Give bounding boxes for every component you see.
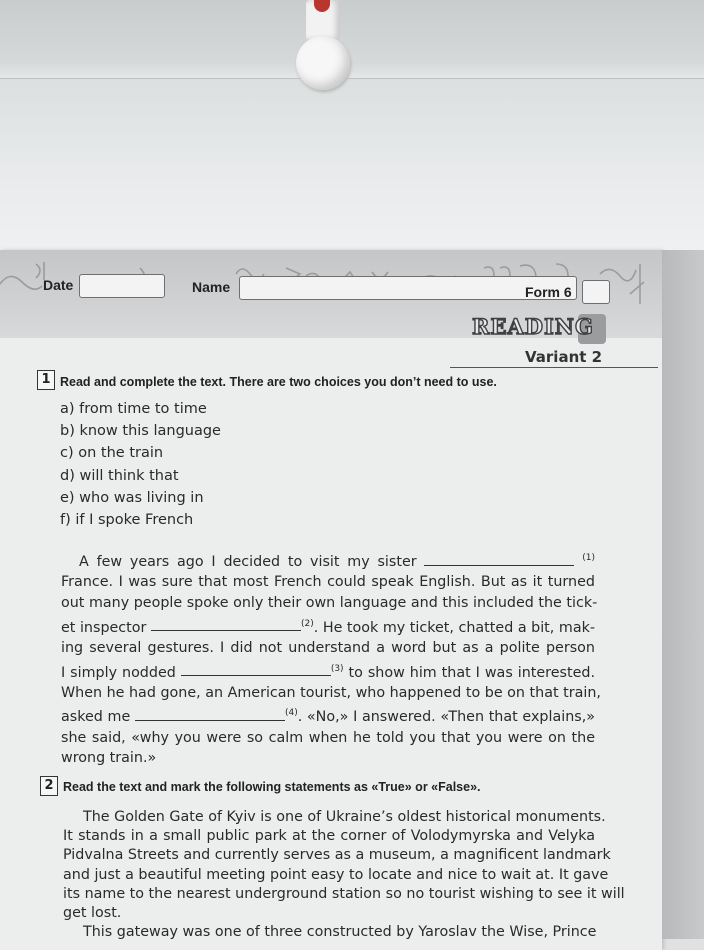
option-a: a) from time to time [60, 401, 207, 417]
text-line: wrong train.» [61, 750, 157, 767]
paper-edge-shadow [662, 250, 704, 939]
text-line: out many people spoke only their own language and this included the tick- [61, 594, 598, 611]
window-handle [296, 0, 350, 92]
text-line: It stands in a small public park at the corner of Volodymyrska and Velyka [63, 828, 595, 845]
answer-blank-4[interactable] [135, 708, 285, 721]
task2-number: 2 [40, 776, 58, 796]
answer-blank-1[interactable] [424, 553, 574, 566]
form-label: Form 6 [525, 284, 572, 300]
option-e: e) who was living in [60, 489, 204, 506]
text-line: et inspector $^{(2)}$. He took my ticket, chatted a bit, mak- [61, 618, 596, 636]
text-line: I simply nodded $^{(3)}$ to show him that I was interested. [61, 663, 595, 681]
task2-text [63, 808, 625, 942]
text-line: France. I was sure that most French could speak English. But as it turned [61, 574, 595, 591]
text-line: The Golden Gate of Kyiv is one of Ukraine’s oldest historical monuments. [83, 809, 606, 825]
answer-blank-3[interactable] [181, 663, 331, 676]
option-c: c) on the train [60, 445, 164, 462]
text-line: ing several gestures. I did not understand a word but as a polite person [61, 639, 595, 656]
text-line: and just a beautiful meeting point easy to locate and nice to wait at. It gave [63, 866, 609, 883]
date-label: Date [43, 277, 74, 293]
name-label: Name [192, 279, 231, 295]
text-line: Pidvalna Streets and currently serves as a museum, a magnificent landmark [63, 847, 611, 864]
task2-instruction: Read the text and mark the following statements as «True» or «False». [63, 780, 481, 794]
task1-number: 1 [37, 370, 55, 390]
answer-blank-2[interactable] [151, 618, 301, 631]
text-line: A few years ago I decided to visit my sister $^{(1)}$ [79, 553, 596, 570]
variant-label: Variant 2 [525, 348, 603, 366]
task1-instruction: Read and complete the text. There are two choices you don’t need to use. [60, 375, 497, 389]
option-b: b) know this language [60, 423, 221, 440]
window-ledge [0, 0, 704, 79]
task1-text [61, 548, 601, 769]
variant-underline [450, 367, 658, 368]
text-line: its name to the nearest underground station so no tourist wishing to see it will [63, 885, 625, 902]
section-title: READING [472, 314, 594, 339]
option-d: d) will think that [60, 467, 179, 484]
option-f: f) if I spoke French [60, 511, 194, 528]
text-line: When he had gone, an American tourist, who happened to be on that train, [61, 684, 601, 701]
text-line: she said, «why you were so calm when he told you that you were on the [61, 729, 595, 746]
text-line: get lost. [63, 905, 122, 922]
date-field[interactable] [79, 274, 165, 298]
text-line: This gateway was one of three constructed by Yaroslav the Wise, Prince [83, 924, 597, 941]
text-line: asked me $^{(4)}$. «No,» I answered. «Then that explains,» [61, 708, 595, 726]
task1-options-list [60, 398, 221, 531]
form-field[interactable] [582, 280, 610, 304]
